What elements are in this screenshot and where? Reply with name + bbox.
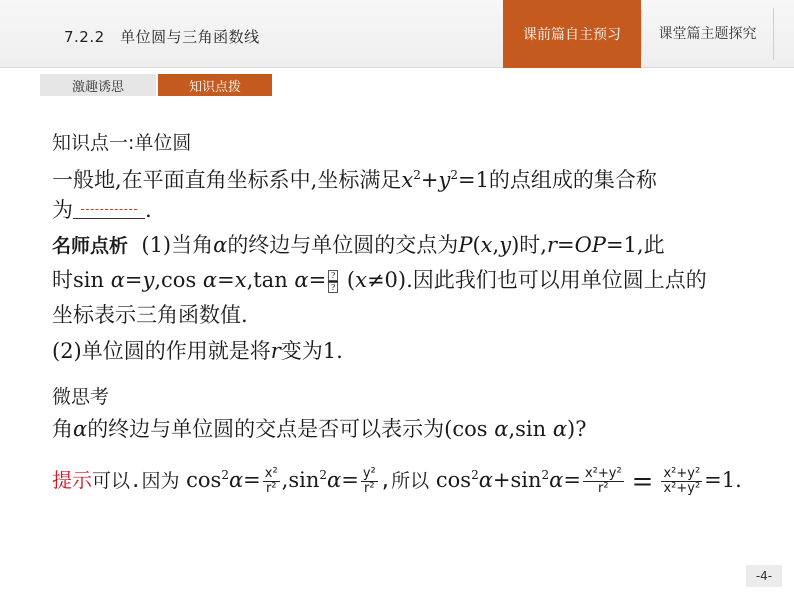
tip-label: 名师点析 [52,235,129,257]
think-question: 角α的终边与单位圆的交点是否可以表示为(cos α,sin α)? [52,417,587,441]
definition-line-1: 一般地,在平面直角坐标系中,坐标满足$x^2+y^2=1$的点组成的集合称 [52,168,657,192]
fraction-y-over-x [328,270,338,293]
tip-line-2: 时sin α=y,cos α=x,tan α= $\frac{?}{?}$ (x≠0).因此我们也可以用单位圆上点的 [52,268,707,292]
superscript-2: 2 [413,168,421,182]
tip-line-1: 名师点析 (1)当角α的终边与单位圆的交点为P(x,y)时,r=OP=1,此 [52,233,665,257]
missing-glyph-icon: ? [328,282,338,293]
superscript-2: 2 [450,168,458,182]
tab-preview[interactable]: 课前篇自主预习 [503,0,641,68]
missing-glyph-icon: ? [328,270,338,281]
definition-line-2: 为 . [52,198,152,222]
think-heading: 微思考 [52,386,110,408]
subtab-knowledge[interactable]: 知识点拨 [158,74,272,96]
tip-line-4: (2)单位圆的作用就是将r变为1. [52,339,343,363]
lesson-title: 7.2.2 单位圆与三角函数线 [64,28,260,46]
subtab-motivation[interactable]: 激趣诱思 [40,74,156,96]
header-bar [0,0,794,68]
fraction-sum-over-r2: $\frac{\text{x²+y²}}{\text{r²}}$ [584,466,622,496]
fraction-y2-over-r2: $\frac{\text{y²}}{\text{r²}}$ [362,466,376,496]
knowledge-heading: 知识点一:单位圆 [52,132,192,154]
fraction-sum-over-sum: $\frac{\text{x²+y²}}{\text{x²+y²}}$ [663,466,701,496]
answer-blank [73,199,145,219]
tab-explore[interactable]: 课堂篇主题探究 [641,10,773,56]
hint-label: 提示 [52,468,92,492]
nav-divider [773,8,774,60]
hint-line: 提示可以.因为 $\cos^2\alpha=$ $\frac{\text{x²}}{\text{r²}}$ $,\sin^2\alpha=$ $\frac{\text{y²}}{\text{r²}}$ ,所以 $\cos^2\alpha+\sin^2\alpha=$ $\frac{\text{x²+y²}}{\text{r²}}$ = $\frac{\text{x²+y²}}{\text{x²+y²}}$ =1. [52,466,742,497]
page-number: -4- [746,565,782,587]
fraction-x2-over-r2: $\frac{\text{x²}}{\text{r²}}$ [264,466,278,496]
tip-line-3: 坐标表示三角函数值. [52,303,248,327]
